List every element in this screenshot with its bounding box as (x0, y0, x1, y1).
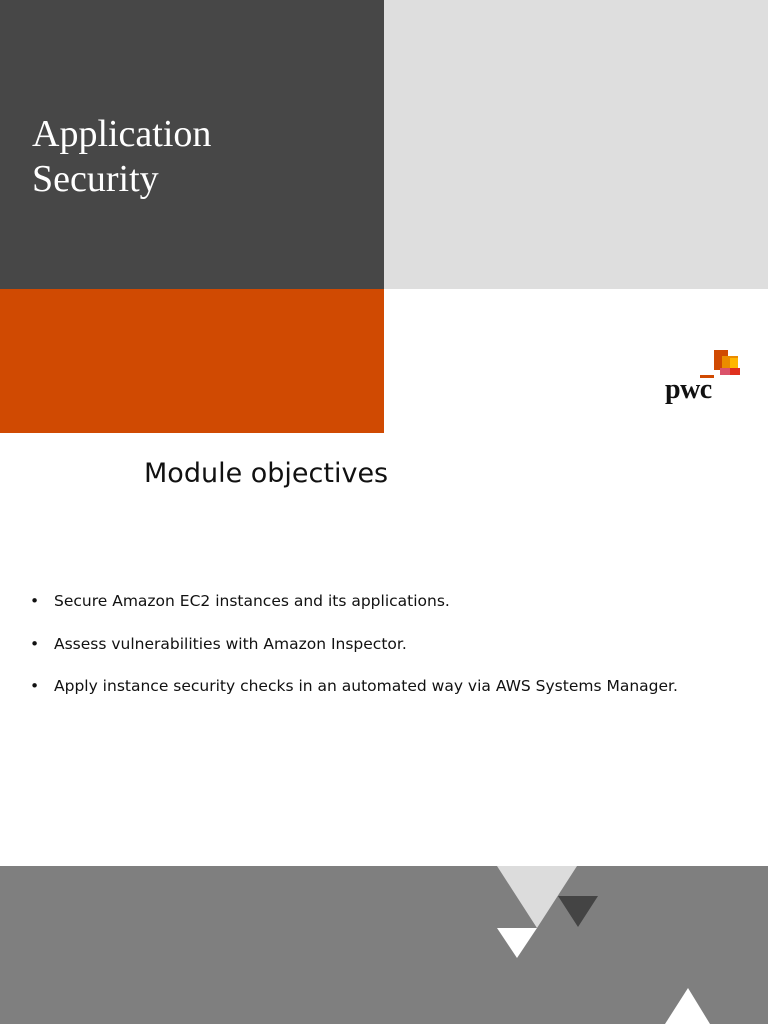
slide-title (32, 112, 211, 202)
logo-square-red (730, 368, 740, 375)
bullet-icon: • (30, 592, 40, 610)
triangle-white-small (497, 928, 537, 958)
orange-accent-panel (0, 289, 384, 433)
objective-item (30, 673, 750, 699)
slide-title-line: Application (32, 113, 212, 155)
pwc-wordmark: pwc (665, 374, 712, 405)
objective-item (30, 588, 750, 614)
title-panel (0, 0, 384, 289)
pwc-logo (660, 346, 750, 412)
module-objectives-heading: Module objectives (144, 458, 389, 489)
objective-text: Secure Amazon EC2 instances and its applications. (54, 592, 450, 610)
objective-text: Assess vulnerabilities with Amazon Inspector. (54, 634, 407, 653)
logo-square-rose (720, 368, 730, 375)
slide-title-line: Security (32, 158, 159, 200)
objective-item (30, 631, 750, 657)
bullet-icon: • (30, 677, 40, 695)
objectives-list (30, 588, 750, 716)
decorative-triangles (0, 866, 768, 1024)
light-grey-panel (384, 0, 768, 289)
bullet-icon: • (30, 634, 40, 653)
triangle-white-upward (665, 988, 710, 1024)
objective-text: Apply instance security checks in an automated way via AWS Systems Manager. (54, 677, 678, 695)
triangle-dark-small (558, 896, 598, 927)
